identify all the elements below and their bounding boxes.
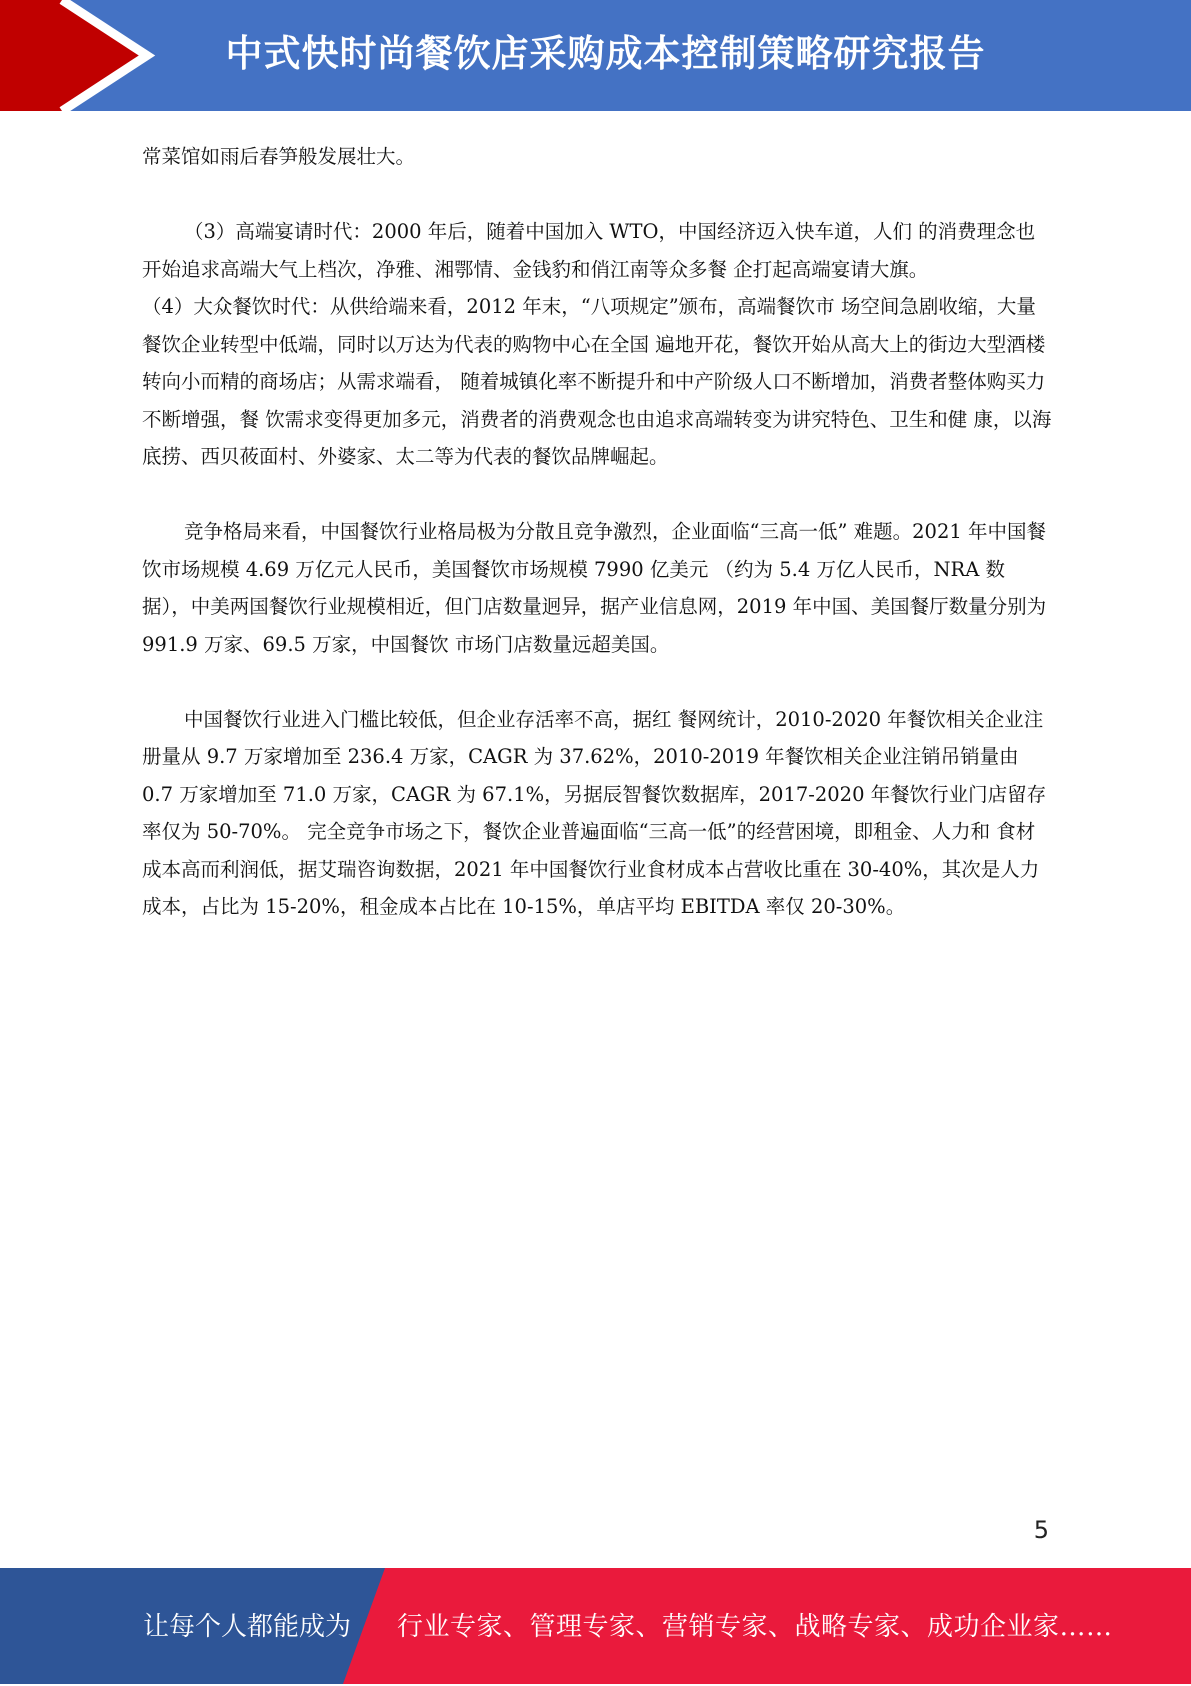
paragraph-2: （3）高端宴请时代：2000 年后，随着中国加入 WTO，中国经济迈入快车道，人们 的消费理念也开始追求高端大气上档次，净雅、湘鄂情、金钱豹和俏江南等众多餐 企打起高端宴请大旗。 [142,220,1036,281]
footer-slogan-right: 行业专家、管理专家、营销专家、战略专家、成功企业家…… [397,1612,1113,1642]
page-header [0,0,1191,111]
paragraph-4: 竞争格局来看，中国餐饮行业格局极为分散且竞争激烈，企业面临“三高一低” 难题。2021 年中国餐饮市场规模 4.69 万亿元人民币，美国餐饮市场规模 7990 亿美元 （约为 5.4 万亿人民币，NRA 数据），中美两国餐饮行业规模相近，但门店数量迥异，据产业信息网，2019 年中国、美国餐厅数量分别为 991.9 万家、69.5 万家，中国餐饮 市场门店数量远超美国。 [142,520,1047,656]
page-number: 5 [1033,1516,1049,1544]
page-footer [0,1568,1191,1684]
body-text [142,138,1052,926]
paragraph-1: 常菜馆如雨后春笋般发展壮大。 [142,145,416,168]
paragraph-3: （4）大众餐饮时代：从供给端来看，2012 年末，“八项规定”颁布，高端餐饮市 场空间急剧收缩，大量餐饮企业转型中低端，同时以万达为代表的购物中心在全国 遍地开花，餐饮开始从高大上的街边大型酒楼转向小而精的商场店；从需求端看， 随着城镇化率不断提升和中产阶级人口不断增加，消费者整体购买力不断增强，餐 饮需求变得更加多元，消费者的消费观念也由追求高端转变为讲究特色、卫生和健 康，以海底捞、西贝莜面村、外婆家、太二等为代表的餐饮品牌崛起。 [142,295,1052,468]
report-title: 中式快时尚餐饮店采购成本控制策略研究报告 [225,32,986,75]
paragraph-5: 中国餐饮行业进入门槛比较低，但企业存活率不高，据红 餐网统计，2010-2020 年餐饮相关企业注册量从 9.7 万家增加至 236.4 万家，CAGR 为 37.62%，2010-2019 年餐饮相关企业注销吊销量由 0.7 万家增加至 71.0 万家，CAGR 为 67.1%，另据辰智餐饮数据库，2017-2020 年餐饮行业门店留存率仅为 50-70%。 完全竞争市场之下，餐饮企业普遍面临“三高一低”的经营困境，即租金、人力和 食材成本高而利润低，据艾瑞咨询数据，2021 年中国餐饮行业食材成本占营收比重在 30-40%，其次是人力成本，占比为 15-20%，租金成本占比在 10-15%，单店平均 EBITDA 率仅 20-30%。 [142,707,1047,918]
footer-slogan-left: 让每个人都能成为 [143,1612,352,1642]
